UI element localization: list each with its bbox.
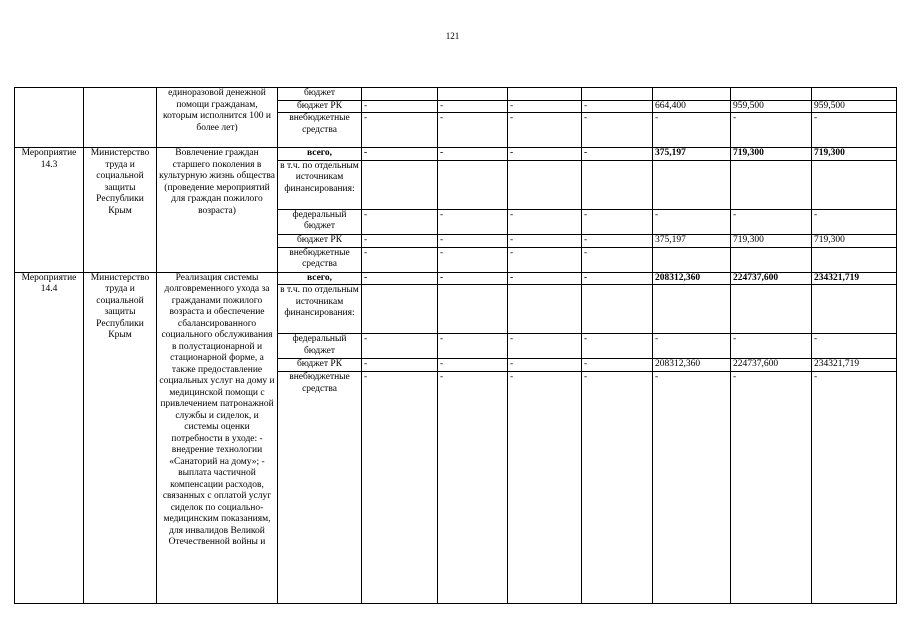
value-cell xyxy=(731,88,812,101)
value-cell: - xyxy=(438,100,508,113)
value-cell xyxy=(508,285,582,334)
value-cell xyxy=(653,88,731,101)
executor-cell: Министерство труда и социальной защиты Республики Крым xyxy=(84,272,157,604)
value-cell: - xyxy=(362,234,438,247)
value-cell xyxy=(438,285,508,334)
value-cell xyxy=(508,160,582,209)
value-cell: - xyxy=(362,359,438,372)
funding-source-cell: бюджет РК xyxy=(278,234,362,247)
budget-table xyxy=(14,87,897,604)
value-cell: - xyxy=(508,334,582,359)
value-cell xyxy=(508,88,582,101)
description-cell: Вовлечение граждан старшего поколения в культурную жизнь общества (проведение мероприятий для граждан пожилого возраста) xyxy=(157,148,278,273)
value-cell: - xyxy=(653,113,731,148)
value-cell: - xyxy=(438,113,508,148)
funding-source-cell: в т.ч. по отдельным источникам финансирования: xyxy=(278,285,362,334)
value-cell: - xyxy=(731,372,812,604)
value-cell: - xyxy=(582,234,653,247)
funding-source-cell: внебюджетные средства xyxy=(278,113,362,148)
value-cell: 224737,600 xyxy=(731,272,812,285)
funding-source-cell: всего, xyxy=(278,148,362,161)
table-row xyxy=(15,88,897,101)
value-cell xyxy=(362,160,438,209)
value-cell: - xyxy=(653,334,731,359)
value-cell xyxy=(812,285,897,334)
value-cell: - xyxy=(362,113,438,148)
value-cell: - xyxy=(582,100,653,113)
value-cell xyxy=(812,160,897,209)
value-cell: - xyxy=(582,272,653,285)
value-cell xyxy=(653,160,731,209)
value-cell: 719,300 xyxy=(731,148,812,161)
value-cell: - xyxy=(582,113,653,148)
table-row xyxy=(15,272,897,285)
value-cell: - xyxy=(438,148,508,161)
value-cell: - xyxy=(508,359,582,372)
value-cell: - xyxy=(582,247,653,272)
value-cell xyxy=(362,285,438,334)
funding-source-cell: федеральный бюджет xyxy=(278,209,362,234)
table-row xyxy=(15,148,897,161)
value-cell: - xyxy=(362,334,438,359)
value-cell: - xyxy=(731,113,812,148)
value-cell: - xyxy=(653,372,731,604)
funding-source-cell: бюджет xyxy=(278,88,362,101)
value-cell: - xyxy=(508,100,582,113)
value-cell: - xyxy=(438,334,508,359)
value-cell: - xyxy=(508,209,582,234)
funding-source-cell: бюджет РК xyxy=(278,359,362,372)
value-cell: - xyxy=(812,209,897,234)
value-cell: - xyxy=(362,372,438,604)
value-cell xyxy=(731,285,812,334)
value-cell: 664,400 xyxy=(653,100,731,113)
value-cell: 719,300 xyxy=(812,148,897,161)
value-cell: 224737,600 xyxy=(731,359,812,372)
value-cell: - xyxy=(731,209,812,234)
value-cell: - xyxy=(438,209,508,234)
value-cell: - xyxy=(582,359,653,372)
value-cell xyxy=(653,285,731,334)
value-cell xyxy=(362,88,438,101)
value-cell: - xyxy=(508,272,582,285)
funding-source-cell: всего, xyxy=(278,272,362,285)
value-cell xyxy=(582,285,653,334)
value-cell: - xyxy=(362,100,438,113)
value-cell: - xyxy=(812,113,897,148)
value-cell xyxy=(812,88,897,101)
value-cell: - xyxy=(508,234,582,247)
value-cell: - xyxy=(812,372,897,604)
value-cell xyxy=(582,160,653,209)
value-cell: - xyxy=(582,372,653,604)
funding-source-cell: в т.ч. по отдельным источникам финансирования: xyxy=(278,160,362,209)
value-cell: - xyxy=(438,359,508,372)
value-cell: - xyxy=(362,209,438,234)
value-cell: 208312,360 xyxy=(653,272,731,285)
value-cell: - xyxy=(362,247,438,272)
value-cell xyxy=(438,88,508,101)
executor-cell: Министерство труда и социальной защиты Республики Крым xyxy=(84,148,157,273)
value-cell: 208312,360 xyxy=(653,359,731,372)
value-cell xyxy=(731,160,812,209)
value-cell: - xyxy=(582,209,653,234)
value-cell: 719,300 xyxy=(812,234,897,247)
value-cell: - xyxy=(362,148,438,161)
value-cell xyxy=(653,247,731,272)
value-cell: - xyxy=(438,272,508,285)
value-cell: - xyxy=(508,372,582,604)
value-cell: 234321,719 xyxy=(812,359,897,372)
value-cell: - xyxy=(582,334,653,359)
value-cell: 959,500 xyxy=(812,100,897,113)
value-cell: - xyxy=(731,334,812,359)
value-cell: - xyxy=(508,148,582,161)
value-cell: 234321,719 xyxy=(812,272,897,285)
value-cell: - xyxy=(653,209,731,234)
funding-source-cell: внебюджетные средства xyxy=(278,372,362,604)
value-cell xyxy=(582,88,653,101)
value-cell: - xyxy=(508,113,582,148)
event-cell: Мероприятие 14.3 xyxy=(15,148,84,273)
value-cell: 375,197 xyxy=(653,148,731,161)
executor-cell xyxy=(84,88,157,148)
value-cell xyxy=(812,247,897,272)
value-cell: 959,500 xyxy=(731,100,812,113)
description-cell: единоразовой денежной помощи гражданам, которым исполнится 100 и более лет) xyxy=(157,88,278,148)
value-cell: 719,300 xyxy=(731,234,812,247)
event-cell xyxy=(15,88,84,148)
funding-source-cell: внебюджетные средства xyxy=(278,247,362,272)
value-cell: - xyxy=(438,372,508,604)
value-cell xyxy=(438,160,508,209)
page-number: 121 xyxy=(445,31,460,41)
description-cell: Реализация системы долговременного ухода за гражданами пожилого возраста и обеспечение сбалансированного социального обслуживания в полустационарной и стационарной форме, а также предоставление социальных услуг на дому и медицинской помощи с привлечением патронажной службы и сиделок, и системы оценки потребности в уходе: - внедрение технологии «Санаторий на дому»; - выплата частичной компенсации расходов, связанных с оплатой услуг сиделок по социально-медицинским показаниям, для инвалидов Великой Отечественной войны и xyxy=(157,272,278,604)
value-cell xyxy=(731,247,812,272)
value-cell: - xyxy=(438,234,508,247)
event-cell: Мероприятие 14.4 xyxy=(15,272,84,604)
value-cell: - xyxy=(582,148,653,161)
funding-source-cell: бюджет РК xyxy=(278,100,362,113)
funding-source-cell: федеральный бюджет xyxy=(278,334,362,359)
value-cell: 375,197 xyxy=(653,234,731,247)
value-cell: - xyxy=(362,272,438,285)
value-cell: - xyxy=(812,334,897,359)
value-cell: - xyxy=(508,247,582,272)
value-cell: - xyxy=(438,247,508,272)
